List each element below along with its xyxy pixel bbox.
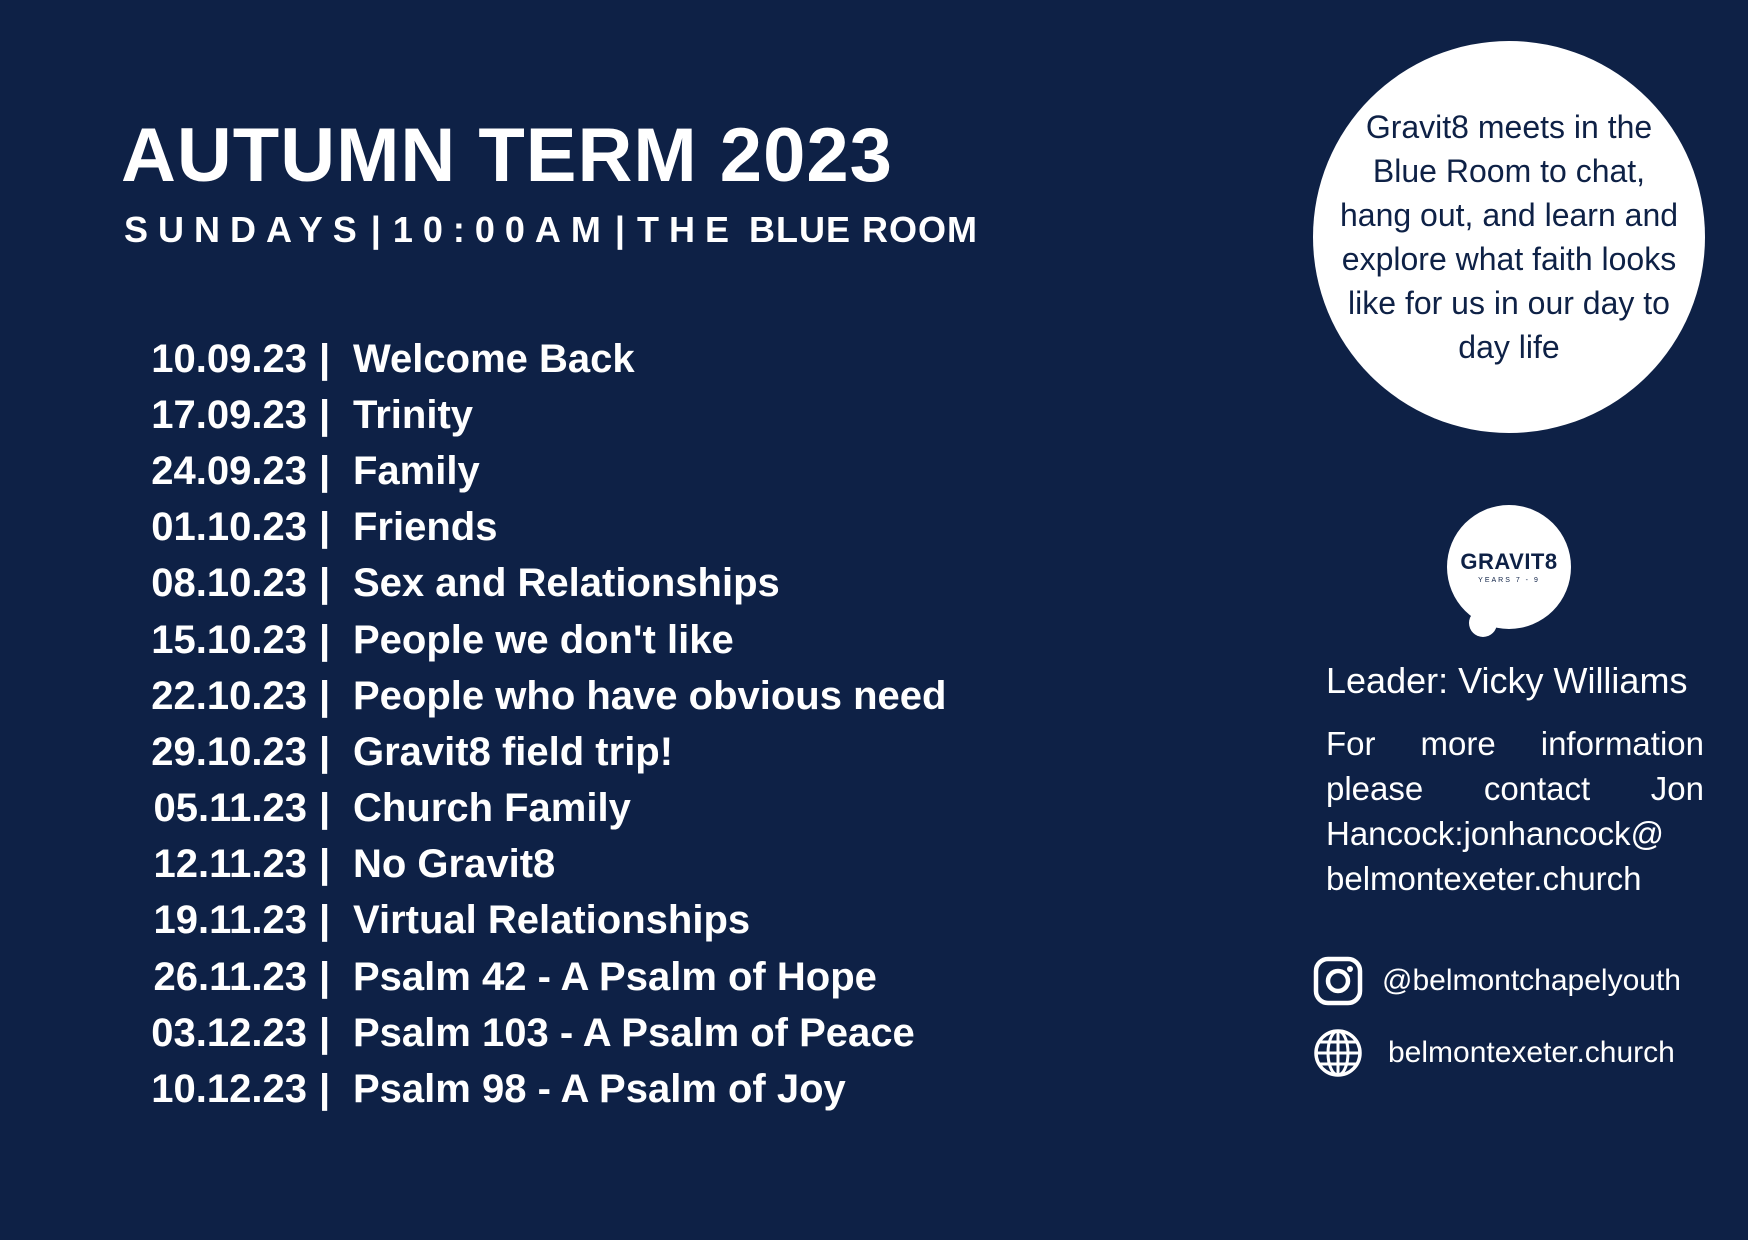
schedule-row bbox=[100, 500, 946, 556]
description-bubble bbox=[1313, 41, 1705, 433]
schedule-row bbox=[100, 556, 946, 612]
schedule-topic: Friends bbox=[353, 505, 498, 550]
subtitle bbox=[124, 209, 978, 250]
schedule-separator: | bbox=[319, 505, 331, 550]
schedule-row bbox=[100, 781, 946, 837]
schedule-row bbox=[100, 443, 946, 499]
schedule-topic: No Gravit8 bbox=[353, 842, 556, 887]
contact-word: information bbox=[1540, 725, 1704, 762]
schedule-separator: | bbox=[319, 561, 331, 606]
schedule-separator: | bbox=[319, 673, 331, 718]
schedule-list bbox=[100, 331, 946, 1118]
schedule-separator: | bbox=[319, 954, 331, 999]
schedule-row bbox=[100, 331, 946, 387]
schedule-row bbox=[100, 612, 946, 668]
schedule-separator: | bbox=[319, 842, 331, 887]
subtitle-time: 10:00AM bbox=[392, 209, 611, 250]
schedule-separator: | bbox=[319, 617, 331, 662]
instagram-link[interactable] bbox=[1312, 955, 1681, 1007]
schedule-separator: | bbox=[319, 898, 331, 943]
schedule-topic: Gravit8 field trip! bbox=[353, 729, 674, 774]
schedule-separator: | bbox=[319, 448, 331, 493]
contact-word: Jon bbox=[1650, 770, 1704, 807]
schedule-separator: | bbox=[319, 336, 331, 381]
schedule-separator: | bbox=[319, 786, 331, 831]
schedule-date: 03.12.23 bbox=[151, 1010, 307, 1055]
gravit8-logo bbox=[1447, 505, 1571, 629]
schedule-row bbox=[100, 387, 946, 443]
website-url[interactable]: belmontexeter.church bbox=[1388, 1036, 1675, 1069]
schedule-topic: Psalm 98 - A Psalm of Joy bbox=[353, 1067, 846, 1112]
schedule-topic: Sex and Relationships bbox=[353, 561, 780, 606]
schedule-row bbox=[100, 724, 946, 780]
schedule-date: 17.09.23 bbox=[151, 392, 307, 437]
schedule-date: 22.10.23 bbox=[151, 673, 307, 718]
schedule-date: 01.10.23 bbox=[151, 505, 307, 550]
schedule-row bbox=[100, 949, 946, 1005]
schedule-topic: Church Family bbox=[353, 786, 631, 831]
schedule-row bbox=[100, 1005, 946, 1061]
logo-years: YEARS 7 - 9 bbox=[1478, 576, 1540, 584]
schedule-date: 08.10.23 bbox=[151, 561, 307, 606]
contact-word: contact bbox=[1483, 770, 1591, 807]
leader-text: Leader: Vicky Williams bbox=[1326, 660, 1688, 701]
schedule-topic: Family bbox=[353, 448, 480, 493]
schedule-topic: Welcome Back bbox=[353, 336, 635, 381]
schedule-date: 26.11.23 bbox=[153, 954, 307, 999]
website-link[interactable] bbox=[1312, 1027, 1675, 1079]
instagram-handle[interactable]: @belmontchapelyouth bbox=[1382, 964, 1681, 997]
page-title: AUTUMN TERM 2023 bbox=[121, 113, 893, 198]
logo-name: GRAVIT8 bbox=[1460, 548, 1558, 574]
description-text: Gravit8 meets in the Blue Room to chat, hang out, and learn and explore what faith looks like for us in our day to day life bbox=[1339, 109, 1679, 365]
schedule-date: 10.12.23 bbox=[151, 1067, 307, 1112]
schedule-topic: Psalm 42 - A Psalm of Hope bbox=[353, 954, 877, 999]
schedule-date: 19.11.23 bbox=[153, 898, 307, 943]
schedule-date: 24.09.23 bbox=[151, 448, 307, 493]
globe-icon bbox=[1312, 1027, 1364, 1079]
contact-word: For bbox=[1326, 725, 1376, 762]
contact-email-part1: Hancock:jonhancock@ bbox=[1326, 815, 1665, 852]
schedule-date: 29.10.23 bbox=[151, 729, 307, 774]
subtitle-day: SUNDAYS bbox=[124, 209, 367, 250]
instagram-icon bbox=[1312, 955, 1364, 1007]
subtitle-separator: | bbox=[614, 209, 625, 250]
contact-line bbox=[1326, 721, 1704, 766]
subtitle-room: BLUE ROOM bbox=[748, 209, 978, 250]
subtitle-separator: | bbox=[370, 209, 381, 250]
schedule-row bbox=[100, 837, 946, 893]
contact-email-part2: belmontexeter.church bbox=[1326, 860, 1642, 897]
schedule-date: 15.10.23 bbox=[151, 617, 307, 662]
schedule-date: 12.11.23 bbox=[153, 842, 307, 887]
contact-info bbox=[1326, 721, 1704, 901]
schedule-topic: Trinity bbox=[353, 392, 474, 437]
contact-word: more bbox=[1420, 725, 1496, 762]
contact-line bbox=[1326, 766, 1704, 811]
schedule-topic: People we don't like bbox=[353, 617, 734, 662]
contact-word: please bbox=[1326, 770, 1424, 807]
schedule-row bbox=[100, 668, 946, 724]
schedule-separator: | bbox=[319, 729, 331, 774]
schedule-topic: Psalm 103 - A Psalm of Peace bbox=[353, 1010, 915, 1055]
schedule-row bbox=[100, 893, 946, 949]
schedule-separator: | bbox=[319, 1067, 331, 1112]
schedule-row bbox=[100, 1061, 946, 1117]
logo-bubble-tail bbox=[1469, 609, 1497, 637]
schedule-date: 05.11.23 bbox=[153, 786, 307, 831]
schedule-topic: Virtual Relationships bbox=[353, 898, 751, 943]
schedule-topic: People who have obvious need bbox=[353, 673, 947, 718]
schedule-separator: | bbox=[319, 392, 331, 437]
subtitle-the: THE bbox=[636, 209, 739, 250]
schedule-separator: | bbox=[319, 1010, 331, 1055]
schedule-date: 10.09.23 bbox=[151, 336, 307, 381]
